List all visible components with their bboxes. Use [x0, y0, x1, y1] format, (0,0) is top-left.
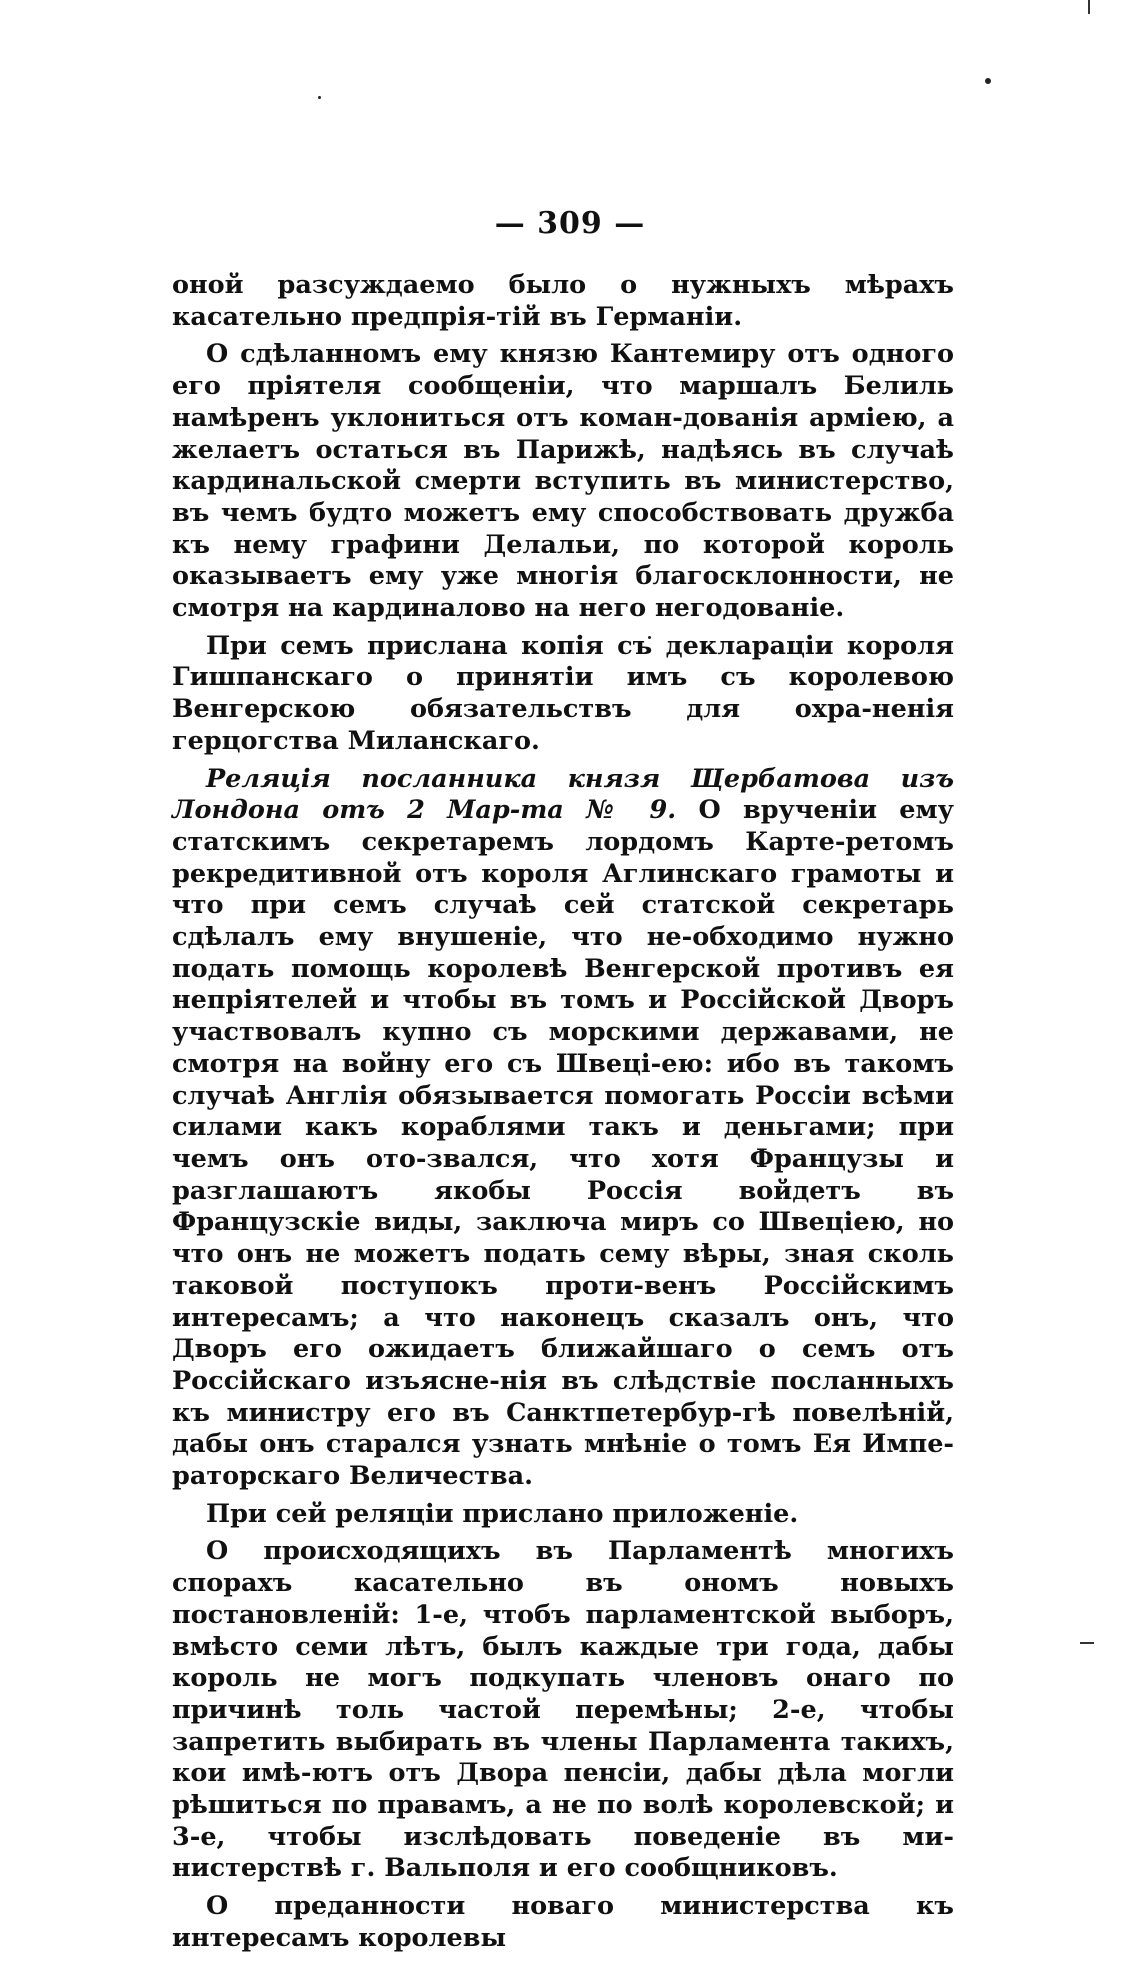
body-text	[172, 270, 954, 1961]
scan-edge-mark	[1080, 1642, 1094, 1644]
paragraph-attachment-note: При сей реляціи прислано приложеніе.	[206, 1498, 799, 1529]
relation-heading: Реляція посланника князя Щербатова изъ Лондона отъ 2 Мар-та № 9.	[172, 763, 954, 826]
relation-body: О врученіи ему статскимъ секретаремъ лордомъ Карте-ретомъ рекредитивной отъ короля Аглинскаго грамоты и что при семъ случаѣ сей статской секретарь сдѣлалъ ему внушеніе, что не-обходимо нужно подать помощь королевѣ Венгерской противъ ея непріятелей и чтобы въ томъ и Россійской Дворъ участвовалъ купно съ морскими державами, не смотря на войну его съ Швеці-ею: ибо въ такомъ случаѣ Англія обязывается помогать Россіи всѣми силами какъ кораблями такъ и деньгами; при чемъ онъ ото-звался, что хотя Французы и разглашаютъ якобы Россія войдетъ въ Французскіе виды, заключа миръ со Швеціею, но что онъ не можетъ подать сему вѣры, зная сколь таковой поступокъ проти-венъ Россійскимъ интересамъ; а что наконецъ сказалъ онъ, что Дворъ его ожидаетъ ближайшаго о семъ отъ Россійскаго изъясне-нія въ слѣдствіе посланныхъ къ министру его въ Санктпетербур-гѣ повелѣній, дабы онъ старался узнать мнѣніе о томъ Ея Импе-раторскаго Величества.	[172, 795, 954, 1492]
paragraph-spanish-declaration: При семъ прислана копія съ деклараціи короля Гишпанскаго о принятіи имъ съ королевою Венгерскою обязательствъ для охра-ненія герцогства Миланскаго.	[172, 630, 954, 756]
scan-edge-mark	[1088, 0, 1090, 14]
paragraph-continuation: оной разсуждаемо было о нужныхъ мѣрахъ касательно предпрія-тій въ Германіи.	[172, 270, 954, 332]
paragraph-new-ministry: О преданности новаго министерства къ интересамъ королевы	[172, 1891, 954, 1953]
scan-speck	[985, 78, 991, 84]
paragraph-shcherbatov-relation	[172, 764, 954, 1493]
scan-speck	[318, 96, 321, 99]
paragraph-kantemir-report: О сдѣланномъ ему князю Кантемиру отъ одного его пріятеля сообщеніи, что маршалъ Белиль намѣренъ уклониться отъ коман-дованія арміею, а желаетъ остаться въ Парижѣ, надѣясь въ случаѣ кардинальской смерти вступить въ министерство, въ чемъ будто можетъ ему способствовать дружба къ нему графини Делальи, по которой король оказываетъ ему уже многія благосклонности, не смотря на кардиналово на него негодованіе.	[172, 339, 954, 624]
paragraph-parliament-disputes: О происходящихъ въ Парламентѣ многихъ спорахъ касательно въ ономъ новыхъ постановленій: 1-е, чтобъ парламентской выборъ, вмѣсто семи лѣтъ, былъ каждые три года, дабы король не могъ подкупать членовъ онаго по причинѣ толь частой перемѣны; 2-е, чтобы запретить выбирать въ члены Парламента такихъ, кои имѣ-ютъ отъ Двора пенсіи, дабы дѣла могли рѣшиться по правамъ, а не по волѣ королевской; и 3-е, чтобы изслѣдовать поведеніе въ ми-нистерствѣ г. Вальполя и его сообщниковъ.	[172, 1536, 954, 1884]
page-number: — 309 —	[494, 206, 646, 241]
